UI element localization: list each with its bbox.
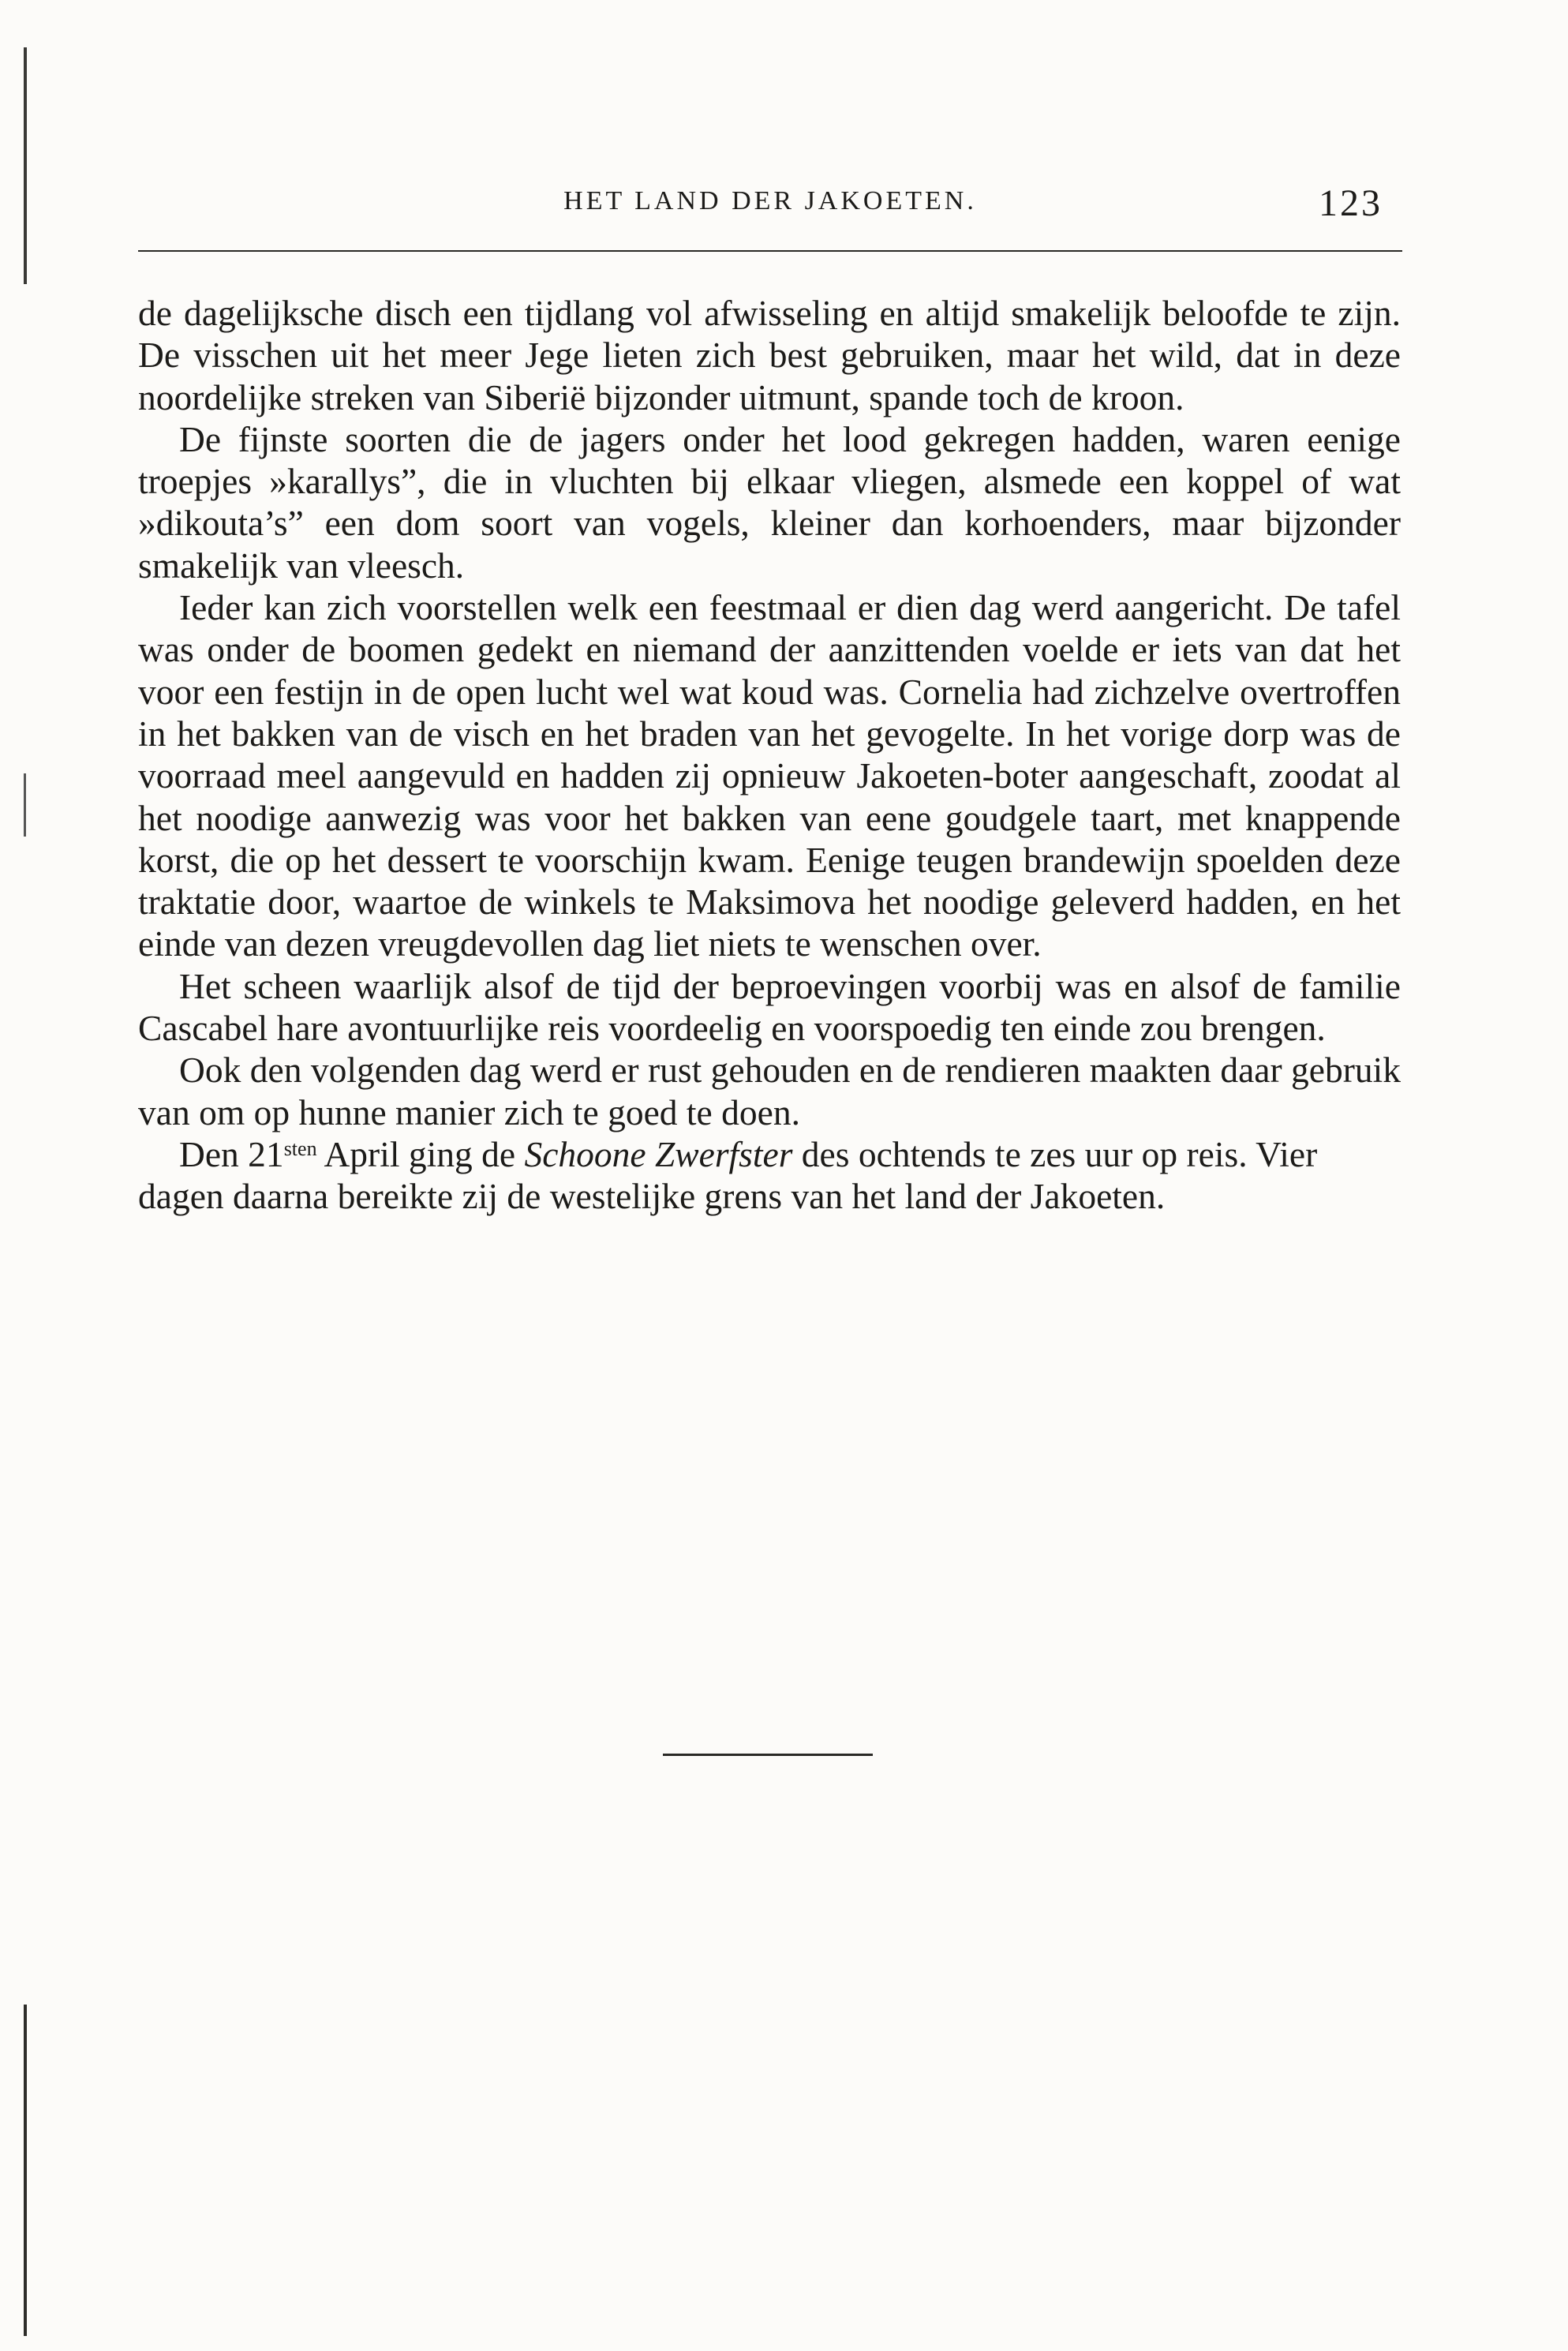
paragraph-6-end: des ochtends te zes uur op reis. Vier dagen daarna bereikte zij de westelijke grens van het land der Jakoeten. — [138, 1133, 1318, 1217]
scan-edge-top — [24, 47, 27, 284]
paragraph-4: Het scheen waarlijk alsof de tijd der beproevingen voorbij was en alsof de familie Cascabel hare avontuurlijke reis voordeelig en voorspoedig ten einde zou brengen. — [138, 965, 1401, 1049]
body-text — [138, 292, 1401, 1218]
paragraph-1: de dagelijksche disch een tijdlang vol afwisseling en altijd smakelijk beloofde te zijn. De visschen uit het meer Jege lieten zich best gebruiken, maar het wild, dat in deze noordelijke streken van Siberië bijzonder uitmunt, spande toch de kroon. — [138, 293, 1401, 417]
running-head — [138, 180, 1402, 227]
paragraph-3: Ieder kan zich voorstellen welk een feestmaal er dien dag werd aangericht. De tafel was onder de boomen gedekt en niemand der aanzittenden voelde er iets van dat het voor een festijn in de open lucht wel wat koud was. Cornelia had zichzelve overtroffen in het bakken van de visch en het braden van het gevogelte. In het vorige dorp was de voorraad meel aangevuld en hadden zij opnieuw Jakoeten-boter aangeschaft, zoodat al het noodige aanwezig was voor het bakken van eene goudgele taart, met knappende korst, die op het dessert te voorschijn kwam. Eenige teugen brandewijn spoelden deze traktatie door, waartoe de winkels te Maksimova het noodige geleverd hadden, en het einde van dezen vreugdevollen dag liet niets te wenschen over. — [138, 587, 1401, 964]
paragraph-2: De fijnste soorten die de jagers onder het lood gekregen hadden, waren eenige troepjes »karallys”, die in vluchten bij elkaar vliegen, alsmede een koppel of wat »dikouta’s” een dom soort van vogels, kleiner dan korhoenders, maar bijzonder smakelijk van vleesch. — [138, 418, 1401, 586]
wagon-name: Schoone Zwerfster — [524, 1133, 793, 1174]
header-rule — [138, 250, 1402, 252]
paragraph-6-mid: April ging de — [316, 1133, 525, 1174]
date-ordinal-suffix: sten — [283, 1136, 317, 1160]
running-title: HET LAND DER JAKOETEN. — [563, 186, 977, 215]
scan-edge-bottom — [24, 2005, 27, 2336]
date-text: Den 21 — [179, 1133, 284, 1174]
scan-edge-middle — [24, 773, 26, 837]
page-number: 123 — [1319, 182, 1383, 224]
chapter-end-rule — [663, 1754, 873, 1756]
paragraph-5: Ook den volgenden dag werd er rust gehouden en de rendieren maakten daar gebruik van om op hunne manier zich te goed te doen. — [138, 1050, 1401, 1132]
paragraph-6 — [138, 1133, 1401, 1218]
